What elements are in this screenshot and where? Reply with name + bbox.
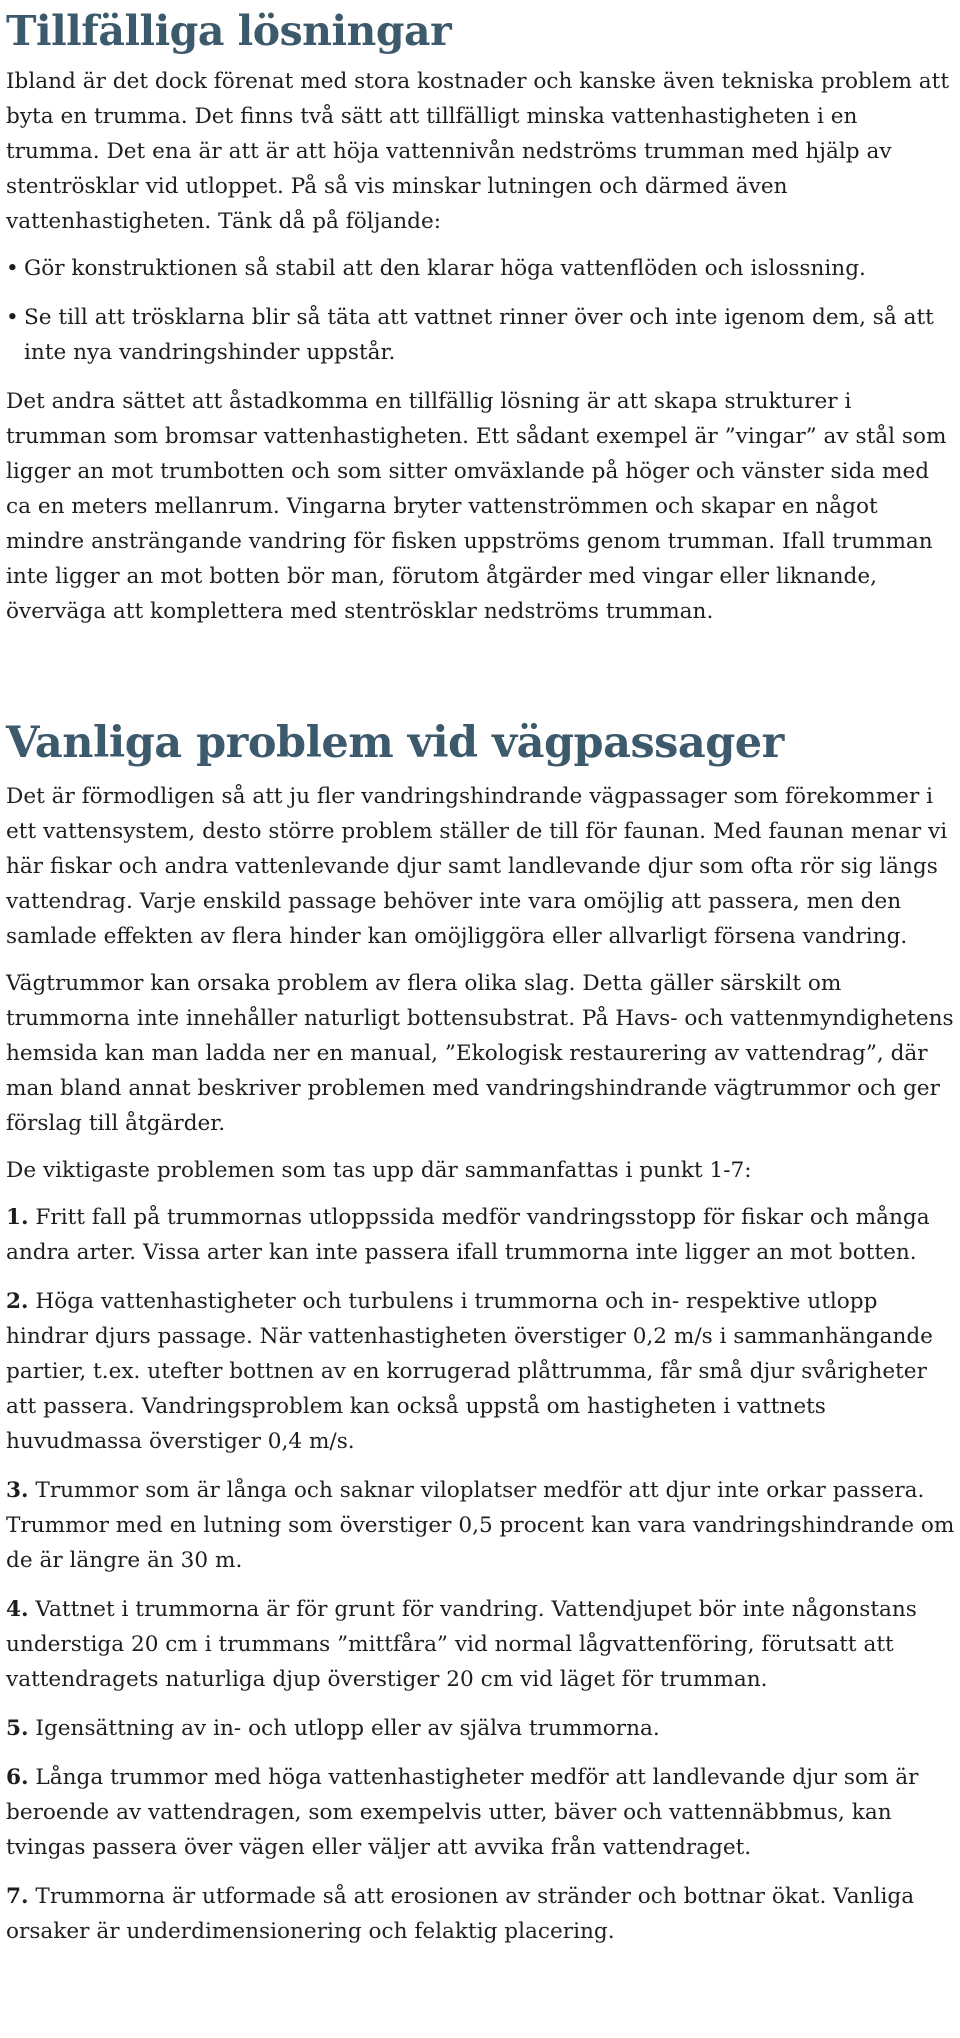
item-text: Långa trummor med höga vattenhastigheter medför att landlevande djur som är beroende av vattendragen, som exempelvis utter, bäver och vattennäbbmus, kan tvingas passera över vägen eller väljer att avvika från vattendraget. bbox=[6, 1765, 919, 1860]
numbered-item bbox=[6, 1284, 956, 1459]
bullet-item bbox=[6, 300, 956, 370]
bullet-text: Se till att trösklarna blir så täta att vattnet rinner över och inte igenom dem, så att inte nya vandringshinder uppstår. bbox=[24, 305, 934, 365]
section-heading-common-problems: Vanliga problem vid vägpassager bbox=[6, 718, 784, 768]
section-heading-temporary-solutions: Tillfälliga lösningar bbox=[6, 7, 452, 55]
numbered-item bbox=[6, 1473, 956, 1578]
bullet-text: Gör konstruktionen så stabil att den klarar höga vattenflöden och islossning. bbox=[24, 256, 866, 281]
item-number: 3. bbox=[6, 1478, 29, 1503]
bullet-list bbox=[6, 251, 956, 370]
item-number: 2. bbox=[6, 1289, 29, 1314]
item-number: 6. bbox=[6, 1765, 29, 1790]
item-number: 5. bbox=[6, 1716, 29, 1741]
item-text: Trummorna är utformade så att erosionen av stränder och bottnar ökat. Vanliga orsaker är underdimensionering och felaktig placering. bbox=[6, 1884, 915, 1944]
paragraph-summary-intro: De viktigaste problemen som tas upp där sammanfattas i punkt 1-7: bbox=[6, 1158, 752, 1183]
numbered-list bbox=[6, 1200, 956, 1949]
item-text: Fritt fall på trummornas utloppssida medför vandringsstopp för fiskar och många andra arter. Vissa arter kan inte passera ifall trummorna inte ligger an mot botten. bbox=[6, 1205, 930, 1265]
numbered-item bbox=[6, 1760, 956, 1865]
numbered-item bbox=[6, 1200, 956, 1270]
item-number: 7. bbox=[6, 1884, 29, 1909]
item-number: 4. bbox=[6, 1597, 29, 1622]
item-text: Igensättning av in- och utlopp eller av själva trummorna. bbox=[35, 1716, 660, 1741]
document-page bbox=[6, 0, 956, 1963]
item-number: 1. bbox=[6, 1205, 29, 1230]
paragraph-intro: Ibland är det dock förenat med stora kostnader och kanske även tekniska problem att byta en trumma. Det finns två sätt att tillfälligt minska vattenhastigheten i en trumma. Det ena är att är att höja vattennivån nedströms trumman med hjälp av stentrösklar vid utloppet. På så vis minskar lutningen och därmed även vattenhastigheten. Tänk då på följande: bbox=[6, 69, 950, 234]
item-text: Höga vattenhastigheter och turbulens i trummorna och in- respektive utlopp hindrar djurs passage. När vattenhastigheten överstiger 0,2 m/s i sammanhängande partier, t.ex. utefter bottnen av en korrugerad plåttrumma, får små djur svårigheter att passera. Vandringsproblem kan också uppstå om hastigheten i vattnets huvudmassa överstiger 0,4 m/s. bbox=[6, 1289, 933, 1454]
bullet-item bbox=[6, 251, 956, 286]
bullet-dot: • bbox=[6, 305, 19, 330]
paragraph-culverts: Vägtrummor kan orsaka problem av flera olika slag. Detta gäller särskilt om trummorna inte innehåller naturligt bottensubstrat. På Havs- och vattenmyndighetens hemsida kan man ladda ner en manual, ”Ekologisk restaurering av vattendrag”, där man bland annat beskriver problemen med vandringshindrande vägtrummor och ger förslag till åtgärder. bbox=[6, 971, 954, 1136]
numbered-item bbox=[6, 1592, 956, 1697]
item-text: Vattnet i trummorna är för grunt för vandring. Vattendjupet bör inte någonstans understiga 20 cm i trummans ”mittfåra” vid normal lågvattenföring, förutsatt att vattendragets naturliga djup överstiger 20 cm vid läget för trumman. bbox=[6, 1597, 917, 1692]
numbered-item bbox=[6, 1879, 956, 1949]
numbered-item bbox=[6, 1711, 956, 1746]
paragraph-fauna: Det är förmodligen så att ju fler vandringshindrande vägpassager som förekommer i ett vattensystem, desto större problem ställer de till för faunan. Med faunan menar vi här fiskar och andra vattenlevande djur samt landlevande djur som ofta rör sig längs vattendrag. Varje enskild passage behöver inte vara omöjlig att passera, men den samlade effekten av flera hinder kan omöjliggöra eller allvarligt försena vandring. bbox=[6, 784, 948, 949]
paragraph-second-method: Det andra sättet att åstadkomma en tillfällig lösning är att skapa strukturer i trumman som bromsar vattenhastigheten. Ett sådant exempel är ”vingar” av stål som ligger an mot trumbotten och som sitter omväxlande på höger och vänster sida med ca en meters mellanrum. Vingarna bryter vattenströmmen och skapar en något mindre ansträngande vandring för fisken uppströms genom trumman. Ifall trumman inte ligger an mot botten bör man, förutom åtgärder med vingar eller liknande, överväga att komplettera med stentrösklar nedströms trumman. bbox=[6, 389, 947, 624]
bullet-dot: • bbox=[6, 256, 19, 281]
item-text: Trummor som är långa och saknar viloplatser medför att djur inte orkar passera. Trummor med en lutning som överstiger 0,5 procent kan vara vandringshindrande om de är längre än 30 m. bbox=[6, 1478, 955, 1573]
